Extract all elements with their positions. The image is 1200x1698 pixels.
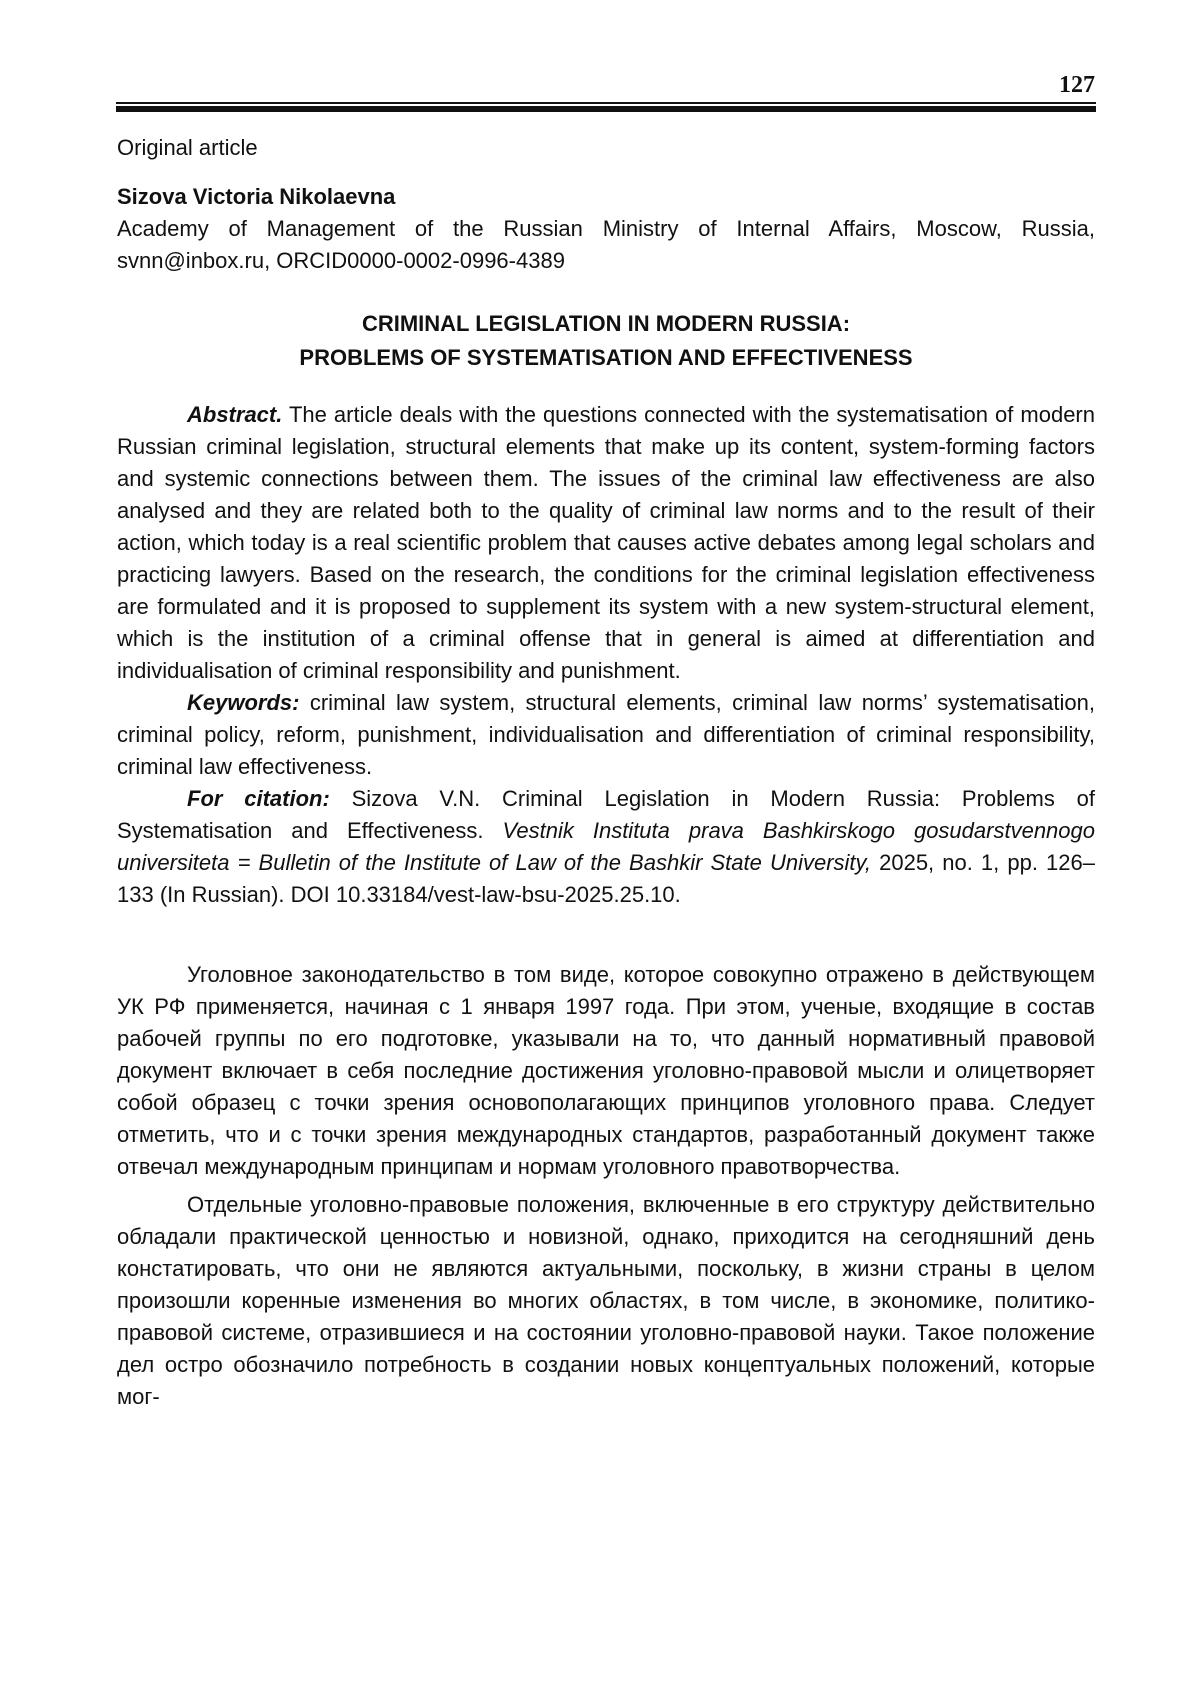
citation-text: Sizova V.N. Criminal Legislation in Modern Russia: Problems of Systematisation and Effectiveness. — [117, 786, 1095, 843]
citation — [117, 783, 1095, 911]
header-rule-thin — [116, 102, 1096, 104]
abstract — [117, 399, 1095, 687]
citation-label: For citation: — [187, 786, 330, 811]
keywords — [117, 687, 1095, 783]
header-rule-thick — [116, 106, 1096, 112]
article-title — [117, 307, 1095, 375]
citation-journal: Vestnik Instituta prava Bashkirskogo gosudarstvennogo universiteta = Bulletin of the Institute of Law of the Bashkir State University, — [117, 818, 1095, 875]
keywords-label: Keywords: — [187, 690, 300, 715]
keywords-text: criminal law system, structural elements, criminal law norms’ systematisation, criminal policy, reform, punishment, individualisation and differentiation of criminal responsibility, criminal law effectiveness. — [117, 690, 1095, 779]
article-content — [117, 130, 1095, 1413]
page-number: 127 — [1059, 72, 1095, 98]
author-affiliation: Academy of Management of the Russian Ministry of Internal Affairs, Moscow, Russia, svnn@inbox.ru, ORCID0000-0002-0996-4389 — [117, 216, 1095, 273]
author-name: Sizova Victoria Nikolaevna — [117, 184, 396, 209]
body-paragraph: Отдельные уголовно-правовые положения, включенные в его структуру действительно обладали практической ценностью и новизной, однако, приходится на сегодняшний день констатировать, что они не являются актуальными, поскольку, в жизни страны в целом произошли коренные изменения во многих областях, в том числе, в экономике, политико-правовой системе, отразившиеся и на состоянии уголовно-правовой науки. Такое положение дел остро обозначило потребность в создании новых концептуальных положений, которые мог- — [117, 1192, 1095, 1409]
abstract-label: Abstract. — [187, 402, 283, 427]
citation-details: 2025, no. 1, pp. 126–133 (In Russian). DOI 10.33184/vest-law-bsu-2025.25.10. — [117, 850, 1095, 907]
article-type: Original article — [117, 135, 258, 160]
title-line-1: CRIMINAL LEGISLATION IN MODERN RUSSIA: — [361, 311, 851, 336]
title-line-2: PROBLEMS OF SYSTEMATISATION AND EFFECTIVENESS — [299, 345, 913, 370]
body-paragraph: Уголовное законодательство в том виде, которое совокупно отражено в действующем УК РФ применяется, начиная с 1 января 1997 года. При этом, ученые, входящие в состав рабочей группы по его подготовке, указывали на то, что данный нормативный правовой документ включает в себя последние достижения уголовно-правовой мысли и олицетворяет собой образец с точки зрения основополагающих принципов уголовного права. Следует отметить, что и с точки зрения международных стандартов, разработанный документ также отвечал международным принципам и нормам уголовного правотворчества. — [117, 962, 1095, 1179]
abstract-text: The article deals with the questions connected with the systematisation of modern Russian criminal legislation, structural elements that make up its content, system-forming factors and systemic connections between them. The issues of the criminal law effectiveness are also analysed and they are related both to the quality of criminal law norms and to the result of their action, which today is a real scientific problem that causes active debates among legal scholars and practicing lawyers. Based on the research, the conditions for the criminal legislation effectiveness are formulated and it is proposed to supplement its system with a new system-structural element, which is the institution of a criminal offense that in general is aimed at differentiation and individualisation of criminal responsibility and punishment. — [117, 402, 1095, 683]
